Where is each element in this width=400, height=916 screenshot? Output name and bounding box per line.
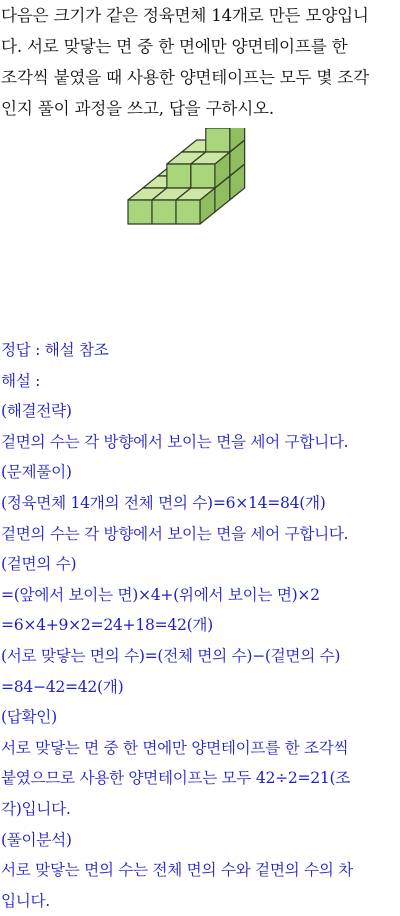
answer-line: 붙였으므로 사용한 양면테이프는 모두 42÷2=21(조 — [1, 769, 351, 788]
answer-line: 서로 맞닿는 면 중 한 면에만 양면테이프를 한 조각씩 — [1, 738, 349, 757]
question-text — [0, 0, 400, 124]
cube-front-face — [191, 164, 215, 188]
cube-front-face — [206, 128, 230, 152]
cube-front-face — [152, 200, 176, 224]
answer-line: =(앞에서 보이는 면)×4+(위에서 보이는 면)×2 — [1, 585, 320, 604]
answer-line: (서로 맞닿는 면의 수)=(전체 면의 수)−(겉면의 수) — [1, 646, 341, 665]
answer-explanation — [0, 335, 400, 916]
answer-line: 서로 맞닿는 면의 수는 전체 면의 수와 겉면의 수의 차 — [1, 861, 353, 880]
answer-line: (해결전략) — [1, 402, 72, 421]
question-line: 다음은 크기가 같은 정육면체 14개로 만든 모양입니 — [1, 6, 369, 25]
answer-line: 겉면의 수는 각 방향에서 보이는 면을 세어 구합니다. — [1, 524, 349, 543]
answer-line: (풀이분석) — [1, 830, 72, 849]
question-line: 다. 서로 맞닿는 면 중 한 면에만 양면테이프를 한 — [1, 37, 348, 56]
answer-line: 입니다. — [1, 891, 50, 910]
cube-stack-drawing — [118, 128, 278, 298]
answer-line: (문제풀이) — [1, 463, 72, 482]
answer-line: =6×4+9×2=24+18=42(개) — [1, 616, 213, 635]
answer-line: 각)입니다. — [1, 799, 71, 818]
answer-line: 겉면의 수는 각 방향에서 보이는 면을 세어 구합니다. — [1, 432, 349, 451]
cube-stack-figure — [118, 128, 278, 298]
cube-front-face — [128, 200, 152, 224]
answer-line: (답확인) — [1, 708, 57, 727]
cube-front-face — [176, 200, 200, 224]
answer-line: (겉면의 수) — [1, 555, 77, 574]
answer-line: =84−42=42(개) — [1, 677, 124, 696]
cube-front-face — [167, 164, 191, 188]
question-line: 인지 풀이 과정을 쓰고, 답을 구하시오. — [1, 99, 274, 118]
question-line: 조각씩 붙였을 때 사용한 양면테이프는 모두 몇 조각 — [1, 68, 369, 87]
answer-line: (정육면체 14개의 전체 면의 수)=6×14=84(개) — [1, 493, 326, 512]
answer-line: 정답 : 해설 참조 — [1, 341, 109, 359]
answer-line: 해설 : — [1, 371, 41, 390]
